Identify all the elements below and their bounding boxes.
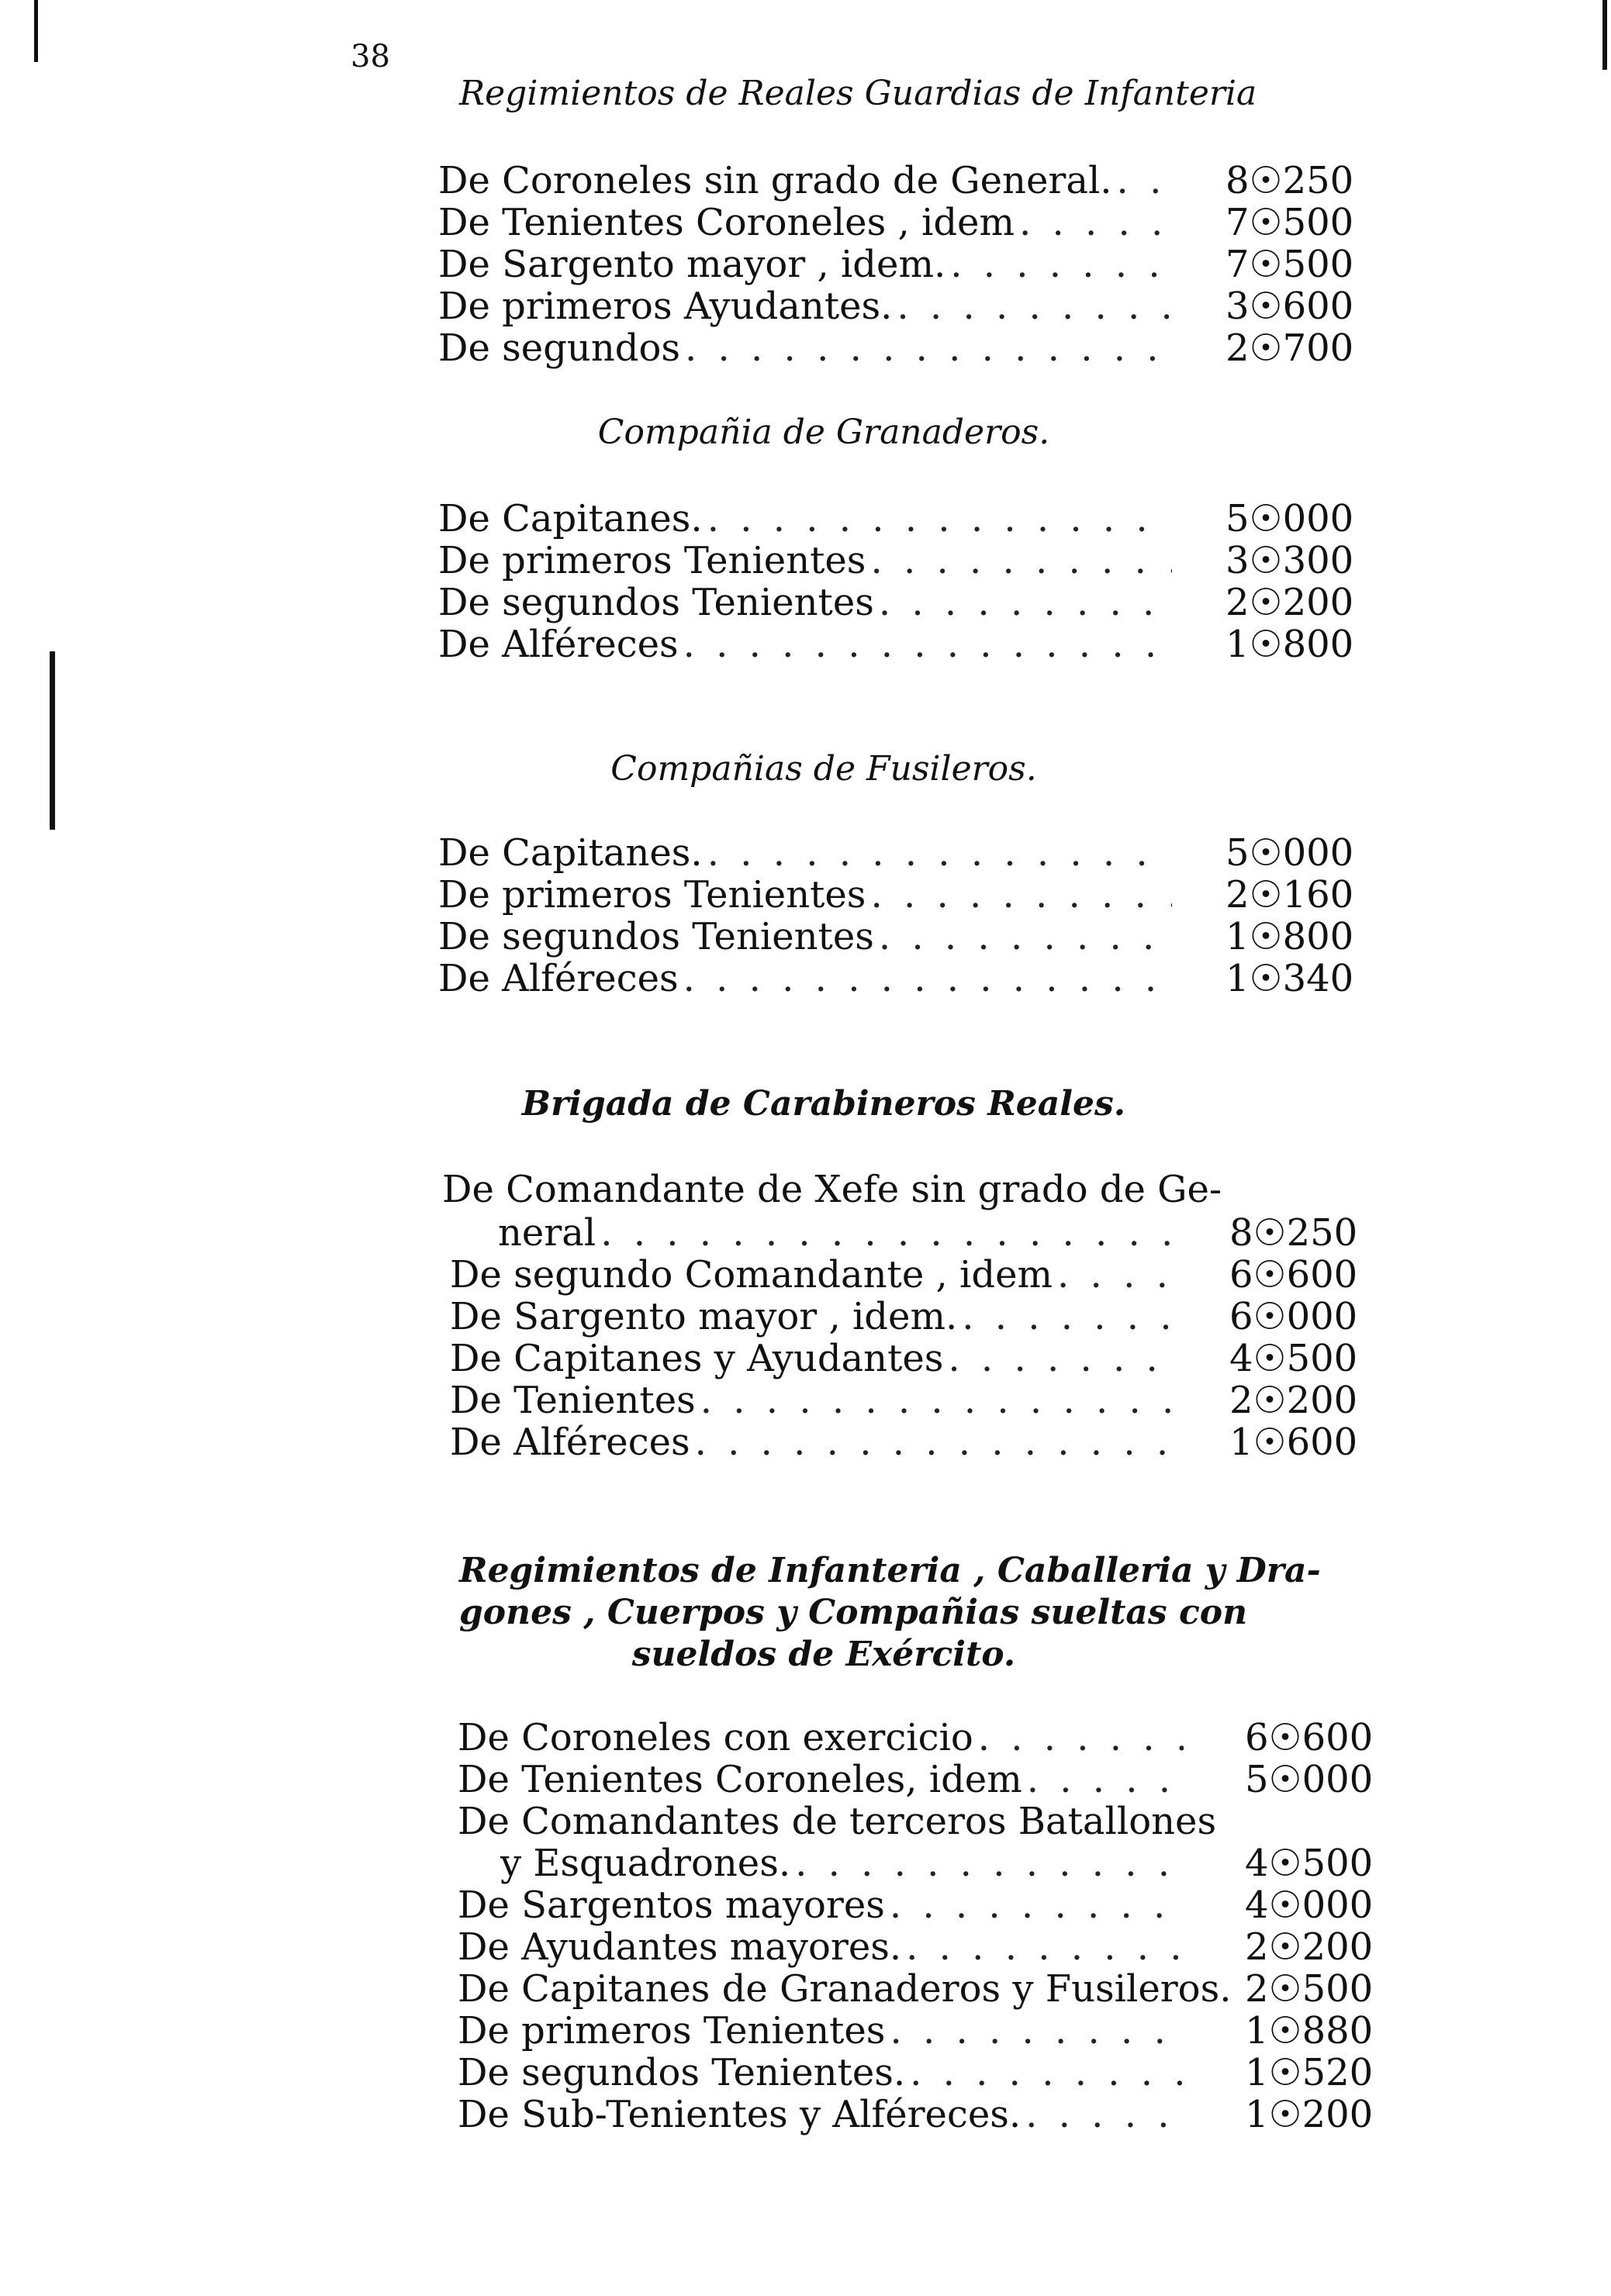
table-row [438,957,1183,1000]
row-value: 2☉160 [1226,873,1354,917]
leader-dots [950,243,1172,286]
row-value: 1☉600 [1229,1421,1358,1464]
table-row [450,1379,1191,1422]
row-label: De Alféreces [450,1421,690,1464]
row-value: 5☉000 [1245,1758,1374,1801]
table-row [458,2009,1194,2053]
leader-dots [890,2009,1184,2053]
leader-dots [978,1716,1184,1759]
row-label: De primeros Tenientes [458,2009,886,2053]
leader-dots [600,1211,1180,1255]
table-row [438,497,1183,540]
row-label: De Capitanes. [438,831,703,875]
table-row [438,201,1183,244]
row-label: De Capitanes de Granaderos y Fusileros. [458,1967,1232,2011]
leader-dots [948,1337,1180,1380]
row-label: De Ayudantes mayores. [458,1925,902,1969]
section-title: Brigada de Carabineros Reales. [521,1084,1126,1124]
row-label: De Alféreces [438,623,679,666]
leader-dots [879,581,1172,624]
table-row [500,1842,1194,1885]
table-row [450,1253,1191,1296]
row-value: 2☉200 [1229,1379,1358,1422]
leader-dots [962,1295,1180,1338]
row-label: De primeros Tenientes [438,539,866,582]
section-title-line: Regimientos de Infanteria , Caballeria y Dra- [459,1551,1321,1590]
row-value: 2☉700 [1226,326,1354,370]
leader-dots [695,1421,1180,1464]
section-title: Compañias de Fusileros. [610,749,1037,789]
row-value: 6☉600 [1229,1253,1358,1296]
margin-rule-right [1602,0,1607,70]
table-row [458,1716,1194,1759]
leader-dots [1019,201,1172,244]
row-label: De segundo Comandante , idem [450,1253,1053,1296]
leader-dots [700,1379,1180,1422]
row-value: 8☉250 [1226,159,1354,202]
row-value: 3☉600 [1226,285,1354,328]
leader-dots [906,1925,1184,1969]
row-value: 5☉000 [1226,831,1354,875]
row-value: 4☉500 [1229,1337,1358,1380]
row-label: De Tenientes [450,1379,696,1422]
table-row [458,2051,1194,2094]
margin-rule-left [34,0,38,62]
row-label: De Coroneles sin grado de General. [438,159,1112,202]
table-row [450,1421,1191,1464]
row-label-wrapped: De Comandante de Xefe sin grado de Ge- [442,1168,1222,1211]
leader-dots [870,539,1172,582]
row-value: 4☉000 [1245,1883,1374,1927]
row-label: De Tenientes Coroneles , idem [438,201,1015,244]
row-value: 1☉520 [1245,2051,1374,2094]
leader-dots [879,915,1172,958]
leader-dots [795,1842,1184,1885]
leader-dots [1057,1253,1180,1296]
section-title: Compañia de Granaderos. [597,413,1050,452]
row-label: y Esquadrones. [500,1842,791,1885]
row-label: De segundos Tenientes. [458,2051,906,2094]
row-label: De Coroneles con exercicio [458,1716,973,1759]
table-row [498,1211,1191,1255]
row-label: neral [498,1211,596,1255]
table-row [438,326,1183,370]
leader-dots [890,1883,1184,1927]
row-value: 8☉250 [1229,1211,1358,1255]
row-label: De Sub-Tenientes y Alféreces. [458,2093,1022,2136]
table-row [438,915,1183,958]
row-label: De segundos Tenientes [438,915,874,958]
table-row [458,1883,1194,1927]
leader-dots [685,326,1172,370]
row-value: 1☉200 [1245,2093,1374,2136]
row-value: 7☉500 [1226,201,1354,244]
row-value: 1☉340 [1226,957,1354,1000]
table-row [438,581,1183,624]
row-label: De Capitanes y Ayudantes [450,1337,944,1380]
table-row [438,285,1183,328]
row-label: De Sargento mayor , idem. [450,1295,958,1338]
row-value: 1☉800 [1226,915,1354,958]
row-label: De segundos Tenientes [438,581,874,624]
table-row [438,831,1183,875]
table-row [458,1925,1194,1969]
page-number: 38 [351,39,390,74]
table-row [450,1295,1191,1338]
row-value: 7☉500 [1226,243,1354,286]
table-row [438,243,1183,286]
row-label-wrapped: De Comandantes de terceros Batallones [458,1800,1217,1843]
row-value: 4☉500 [1245,1842,1374,1885]
row-value: 5☉000 [1226,497,1354,540]
row-label: De Sargento mayor , idem. [438,243,946,286]
table-row [438,539,1183,582]
leader-dots [1117,159,1172,202]
leader-dots [1027,1758,1184,1801]
leader-dots [897,285,1172,328]
leader-dots [910,2051,1184,2094]
row-label: De Tenientes Coroneles, idem [458,1758,1022,1801]
row-value: 2☉500 [1245,1967,1374,2011]
row-label: De primeros Tenientes [438,873,866,917]
leader-dots [870,873,1172,917]
row-label: De Alféreces [438,957,679,1000]
section-title-line: gones , Cuerpos y Compañias sueltas con [459,1593,1248,1632]
row-label: De primeros Ayudantes. [438,285,893,328]
leader-dots [683,623,1172,666]
margin-rule-left [50,651,55,830]
leader-dots [1025,2093,1184,2136]
row-value: 2☉200 [1226,581,1354,624]
row-value: 3☉300 [1226,539,1354,582]
table-row [450,1337,1191,1380]
table-row [438,623,1183,666]
row-label: De Sargentos mayores [458,1883,885,1927]
row-label: De segundos [438,326,680,370]
row-value: 1☉880 [1245,2009,1374,2053]
table-row [458,1758,1194,1801]
section-title-line: sueldos de Exército. [631,1635,1016,1674]
section-title: Regimientos de Reales Guardias de Infanteria [459,74,1257,113]
table-row [438,873,1183,917]
row-value: 2☉200 [1245,1925,1374,1969]
leader-dots [707,497,1172,540]
table-row [458,2093,1194,2136]
row-value: 6☉600 [1245,1716,1374,1759]
row-label: De Capitanes. [438,497,703,540]
row-value: 6☉000 [1229,1295,1358,1338]
row-value: 1☉800 [1226,623,1354,666]
leader-dots [683,957,1172,1000]
table-row [458,1967,1232,2011]
leader-dots [707,831,1172,875]
table-row [438,159,1183,202]
